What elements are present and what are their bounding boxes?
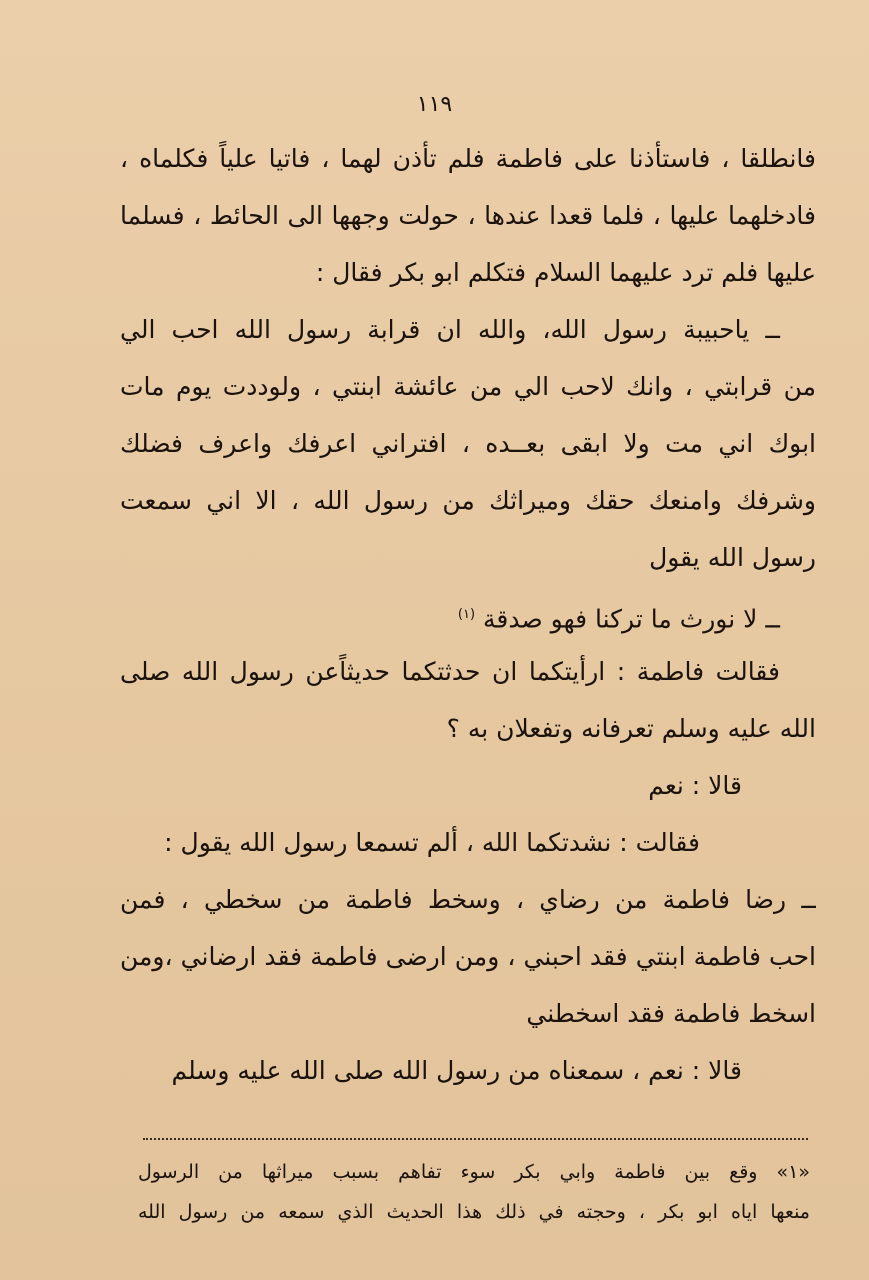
main-text — [120, 130, 816, 1099]
text-line: فادخلهما عليها ، فلما قعدا عندها ، حولت وجهها الى الحائط ، فسلما — [120, 201, 816, 230]
text-line: احب فاطمة ابنتي فقد احبني ، ومن ارضى فاطمة فقد ارضاني ،ومن — [120, 942, 816, 971]
text-line: رسول الله يقول — [649, 543, 816, 572]
text-line: عليها فلم ترد عليهما السلام فتكلم ابو بكر فقال : — [315, 258, 816, 287]
footnote — [138, 1152, 810, 1232]
hadith-text: ــ لا نورث ما تركنا فهو صدقة — [483, 604, 780, 634]
text-line-with-footnote — [120, 586, 816, 643]
text-line: ــ ياحبيبة رسول الله، والله ان قرابة رسول الله احب الي — [120, 315, 780, 344]
text-line: فقالت فاطمة : ارأيتكما ان حدثتكما حديثاًعن رسول الله صلى — [120, 657, 780, 686]
text-line: قالا : نعم — [648, 771, 742, 800]
text-line: وشرفك وامنعك حقك وميراثك من رسول الله ، الا اني سمعت — [120, 486, 816, 515]
text-line: فانطلقا ، فاستأذنا على فاطمة فلم تأذن لهما ، فاتيا علياً فكلماه ، — [120, 144, 816, 173]
text-line: ــ رضا فاطمة من رضاي ، وسخط فاطمة من سخطي ، فمن — [120, 885, 816, 914]
text-line: الله عليه وسلم تعرفانه وتفعلان به ؟ — [446, 714, 816, 743]
text-line: من قرابتي ، وانك لاحب الي من عائشة ابنتي ، ولوددت يوم مات — [120, 372, 816, 401]
text-line: اسخط فاطمة فقد اسخطني — [526, 999, 816, 1028]
footnote-reference: (١) — [457, 607, 476, 622]
page-number: ١١٩ — [416, 92, 453, 117]
text-line: قالا : نعم ، سمعناه من رسول الله صلى الله عليه وسلم — [171, 1056, 742, 1085]
footnote-line: «١» وقع بين فاطمة وابي بكر سوء تفاهم بسبب ميراثها من الرسول — [138, 1161, 810, 1183]
text-line: ابوك اني مت ولا ابقى بعــده ، افتراني اعرفك واعرف فضلك — [120, 429, 816, 458]
footnote-line: منعها اياه ابو بكر ، وحجته في ذلك هذا الحديث الذي سمعه من رسول الله — [138, 1201, 810, 1223]
footnote-divider — [143, 1138, 808, 1140]
text-line: فقالت : نشدتكما الله ، ألم تسمعا رسول الله يقول : — [164, 828, 700, 857]
